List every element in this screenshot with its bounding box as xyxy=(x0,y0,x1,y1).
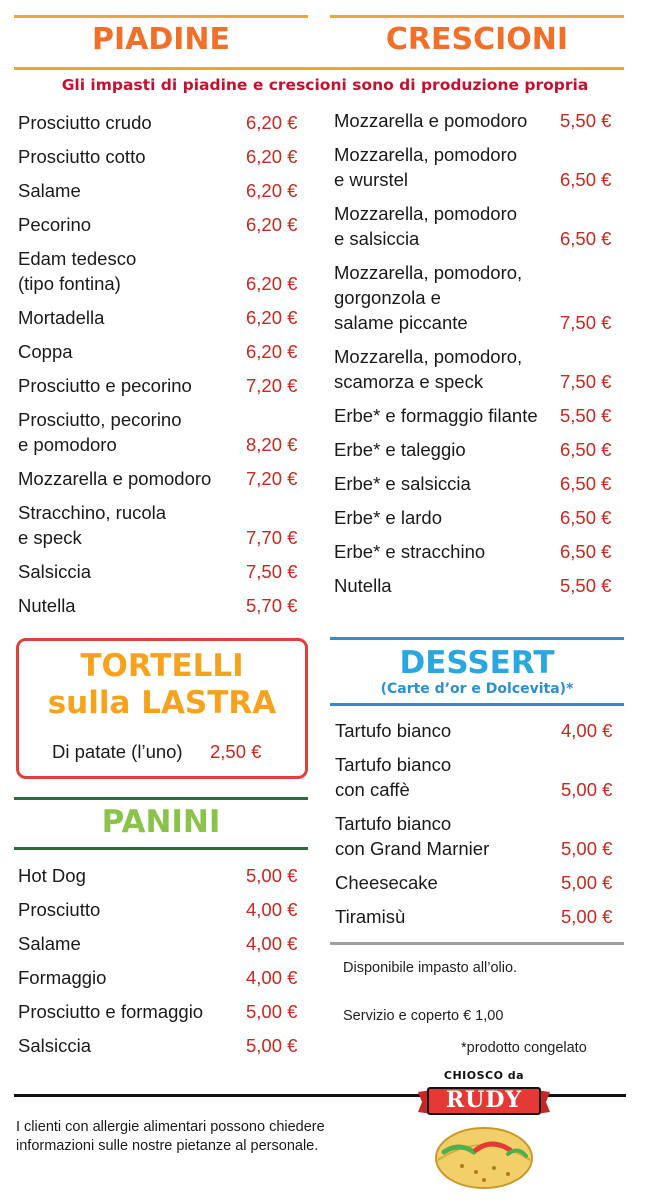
piadine-item xyxy=(18,305,308,330)
piadine-item xyxy=(18,466,308,491)
logo-top-text: CHIOSCO da xyxy=(443,1069,525,1082)
crescioni-item-price: 6,50 € xyxy=(560,228,612,249)
dessert-item-price: 4,00 € xyxy=(561,720,613,741)
piadine-top-rule xyxy=(14,15,308,18)
dessert-bottom-rule xyxy=(330,703,624,706)
crescioni-item-name-line: Erbe* e formaggio filante xyxy=(334,405,538,426)
production-subtitle: Gli impasti di piadine e crescioni sono di produzione propria xyxy=(61,76,589,94)
panini-item-name-line: Prosciutto e formaggio xyxy=(18,1001,204,1022)
crescioni-item xyxy=(334,437,624,462)
piadine-item-name-line: Pecorino xyxy=(18,214,92,235)
piadine-item-name xyxy=(18,212,91,237)
panini-item-price: 5,00 € xyxy=(246,1035,298,1056)
crescioni-item-name-line: gorgonzola e xyxy=(334,287,441,308)
dessert-item-name-line: Cheesecake xyxy=(335,872,438,893)
dessert-subtitle: (Carte d’or e Dolcevita)* xyxy=(380,681,574,697)
dessert-item-name xyxy=(335,870,438,895)
piadine-item-name xyxy=(18,110,152,135)
crescioni-item xyxy=(334,142,624,192)
piadine-item-price: 6,20 € xyxy=(246,341,298,362)
panini-item-name xyxy=(18,965,106,990)
piadine-item xyxy=(18,559,308,584)
piadine-item xyxy=(18,593,308,618)
panini-bottom-rule xyxy=(14,847,308,850)
panini-item-price: 5,00 € xyxy=(246,1001,298,1022)
panini-item-name xyxy=(18,931,81,956)
panini-item-name xyxy=(18,863,86,888)
crescioni-item-name-line: e wurstel xyxy=(334,169,409,190)
crescioni-item-name xyxy=(334,437,466,462)
crescioni-item xyxy=(334,471,624,496)
crescioni-item-name xyxy=(334,344,522,394)
crescioni-item-name xyxy=(334,108,527,133)
tortelli-item: Di patate (l’uno) xyxy=(52,741,183,762)
piadine-item xyxy=(18,178,308,203)
piadine-item-name-line: Prosciutto, pecorino xyxy=(18,409,182,430)
tortelli-title: TORTELLI xyxy=(80,648,244,684)
dessert-item-name xyxy=(335,904,405,929)
panini-item xyxy=(18,897,308,922)
crescioni-item xyxy=(334,573,624,598)
panini-item-name-line: Formaggio xyxy=(18,967,107,988)
dessert-item-price: 5,00 € xyxy=(561,906,613,927)
piadine-item-price: 5,70 € xyxy=(246,595,298,616)
panini-item xyxy=(18,1033,308,1058)
crescioni-item-name xyxy=(334,201,517,251)
piadine-item-name-line: Mozzarella e pomodoro xyxy=(18,468,212,489)
crescioni-item-name-line: Mozzarella, pomodoro xyxy=(334,203,518,224)
dessert-item-name-line: con caffè xyxy=(335,779,410,800)
frozen-note: *prodotto congelato xyxy=(461,1040,587,1056)
piadine-item-price: 6,20 € xyxy=(246,112,298,133)
dessert-item xyxy=(335,870,625,895)
crescioni-item-name-line: salame piccante xyxy=(334,312,468,333)
crescioni-item xyxy=(334,539,624,564)
crescioni-item-name xyxy=(334,573,392,598)
crescioni-item-name-line: Mozzarella, pomodoro, xyxy=(334,262,523,283)
dessert-item xyxy=(335,904,625,929)
piadine-item-price: 6,20 € xyxy=(246,180,298,201)
crescioni-item-price: 6,50 € xyxy=(560,541,612,562)
panini-item-price: 4,00 € xyxy=(246,967,298,988)
piadine-item-name-line: e pomodoro xyxy=(18,434,117,455)
piadine-title: PIADINE xyxy=(91,22,231,57)
chiosco-logo xyxy=(414,1068,554,1192)
piadine-item xyxy=(18,500,308,550)
piadine-item-name xyxy=(18,305,104,330)
crescioni-item-price: 6,50 € xyxy=(560,473,612,494)
piadine-item-name-line: Prosciutto e pecorino xyxy=(18,375,192,396)
crescioni-item-name xyxy=(334,505,442,530)
crescioni-item-name xyxy=(334,142,517,192)
crescioni-top-rule xyxy=(330,15,624,18)
dessert-item-price: 5,00 € xyxy=(561,779,613,800)
panini-item xyxy=(18,863,308,888)
piadine-item-price: 7,20 € xyxy=(246,375,298,396)
panini-item-price: 4,00 € xyxy=(246,899,298,920)
crescioni-title: CRESCIONI xyxy=(385,22,569,57)
crescioni-item-name-line: Nutella xyxy=(334,575,392,596)
piadine-item-price: 6,20 € xyxy=(246,214,298,235)
crescioni-item xyxy=(334,505,624,530)
piadine-item-price: 7,70 € xyxy=(246,527,298,548)
tortelli-subtitle: sulla LASTRA xyxy=(47,685,277,721)
dessert-item xyxy=(335,718,625,743)
panini-item xyxy=(18,931,308,956)
logo-name: RUDY xyxy=(445,1087,523,1113)
panini-item-price: 4,00 € xyxy=(246,933,298,954)
dessert-item-name-line: Tiramisù xyxy=(335,906,406,927)
panini-item-name xyxy=(18,1033,91,1058)
crescioni-item-price: 5,50 € xyxy=(560,575,612,596)
crescioni-item-price: 7,50 € xyxy=(560,312,612,333)
piadine-item-name xyxy=(18,178,81,203)
crescioni-item xyxy=(334,260,624,335)
panini-title: PANINI xyxy=(101,804,221,840)
crescioni-item-price: 6,50 € xyxy=(560,507,612,528)
crescioni-item-price: 6,50 € xyxy=(560,169,612,190)
panini-item xyxy=(18,965,308,990)
piadine-item xyxy=(18,144,308,169)
crescioni-item-name-line: Erbe* e stracchino xyxy=(334,541,486,562)
piadine-item-name-line: Mortadella xyxy=(18,307,105,328)
panini-item-name xyxy=(18,897,100,922)
crescioni-item-price: 5,50 € xyxy=(560,405,612,426)
piadine-item xyxy=(18,373,308,398)
dessert-item-price: 5,00 € xyxy=(561,872,613,893)
piadine-item-name-line: Edam tedesco xyxy=(18,248,137,269)
allergy-line-1: I clienti con allergie alimentari possono chiedere xyxy=(16,1119,325,1135)
piadine-item-price: 7,50 € xyxy=(246,561,298,582)
crescioni-item-price: 5,50 € xyxy=(560,110,612,131)
crescioni-item-price: 7,50 € xyxy=(560,371,612,392)
piadine-item-price: 8,20 € xyxy=(246,434,298,455)
panini-item-name xyxy=(18,999,203,1024)
piadine-item-price: 6,20 € xyxy=(246,146,298,167)
piadine-item-name-line: Salame xyxy=(18,180,81,201)
dessert-item-name-line: Tartufo bianco xyxy=(335,720,452,741)
piadine-item-name xyxy=(18,246,136,296)
piadine-item-price: 6,20 € xyxy=(246,307,298,328)
dessert-item-name-line: Tartufo bianco xyxy=(335,754,452,775)
piadine-item-name xyxy=(18,339,73,364)
dessert-item-name-line: con Grand Marnier xyxy=(335,838,490,859)
allergy-line-2: informazioni sulle nostre pietanze al personale. xyxy=(16,1138,319,1154)
piadine-item-name xyxy=(18,373,192,398)
crescioni-item xyxy=(334,344,624,394)
dessert-top-rule xyxy=(330,637,624,640)
piadine-item-name-line: Prosciutto crudo xyxy=(18,112,152,133)
piadine-item-name xyxy=(18,407,182,457)
panini-item-name-line: Hot Dog xyxy=(18,865,86,886)
piadine-item-name xyxy=(18,466,211,491)
dessert-item xyxy=(335,752,625,802)
piadine-item-name-line: Coppa xyxy=(18,341,73,362)
panini-item xyxy=(18,999,308,1024)
piadine-item-name-line: Salsiccia xyxy=(18,561,91,582)
piadine-item-price: 7,20 € xyxy=(246,468,298,489)
piadine-item-price: 6,20 € xyxy=(246,273,298,294)
panini-item-name-line: Salsiccia xyxy=(18,1035,91,1056)
piadine-item xyxy=(18,339,308,364)
dessert-item-name xyxy=(335,718,451,743)
header-bottom-rule xyxy=(14,67,624,70)
crescioni-item xyxy=(334,403,624,428)
crescioni-item-name xyxy=(334,471,471,496)
panini-item-name-line: Prosciutto xyxy=(18,899,101,920)
piadine-item-name-line: Stracchino, rucola xyxy=(18,502,167,523)
dessert-end-rule xyxy=(330,942,624,945)
panini-top-rule xyxy=(14,797,308,800)
crescioni-item-name-line: Mozzarella e pomodoro xyxy=(334,110,528,131)
tortelli-price: 2,50 € xyxy=(210,741,262,762)
dessert-item-price: 5,00 € xyxy=(561,838,613,859)
crescioni-item-name-line: scamorza e speck xyxy=(334,371,484,392)
dessert-title: DESSERT xyxy=(399,645,555,681)
crescioni-item-name-line: Mozzarella, pomodoro xyxy=(334,144,518,165)
dessert-item-name xyxy=(335,811,489,861)
service-note: Servizio e coperto € 1,00 xyxy=(343,1008,504,1024)
oil-note: Disponibile impasto all’olio. xyxy=(343,960,518,976)
crescioni-item-name-line: Erbe* e lardo xyxy=(334,507,442,528)
piadine-item-name-line: e speck xyxy=(18,527,82,548)
crescioni-item-name-line: Erbe* e salsiccia xyxy=(334,473,471,494)
piadine-item xyxy=(18,212,308,237)
crescioni-item-name xyxy=(334,260,522,335)
piadine-item-name-line: Prosciutto cotto xyxy=(18,146,146,167)
piadine-item-name-line: Nutella xyxy=(18,595,76,616)
panini-item-name-line: Salame xyxy=(18,933,81,954)
crescioni-item-name xyxy=(334,539,485,564)
piadine-item-name xyxy=(18,559,91,584)
dessert-item xyxy=(335,811,625,861)
piadine-item xyxy=(18,246,308,296)
piadine-item-name xyxy=(18,593,76,618)
crescioni-item xyxy=(334,108,624,133)
piadine-item-name xyxy=(18,144,146,169)
crescioni-item-name xyxy=(334,403,538,428)
dessert-item-name xyxy=(335,752,451,802)
crescioni-item-name-line: e salsiccia xyxy=(334,228,420,249)
piadine-item xyxy=(18,407,308,457)
crescioni-item xyxy=(334,201,624,251)
crescioni-item-price: 6,50 € xyxy=(560,439,612,460)
piadine-item-name-line: (tipo fontina) xyxy=(18,273,121,294)
crescioni-item-name-line: Erbe* e taleggio xyxy=(334,439,466,460)
panini-item-price: 5,00 € xyxy=(246,865,298,886)
piadine-item xyxy=(18,110,308,135)
piadine-item-name xyxy=(18,500,166,550)
crescioni-item-name-line: Mozzarella, pomodoro, xyxy=(334,346,523,367)
dessert-item-name-line: Tartufo bianco xyxy=(335,813,452,834)
